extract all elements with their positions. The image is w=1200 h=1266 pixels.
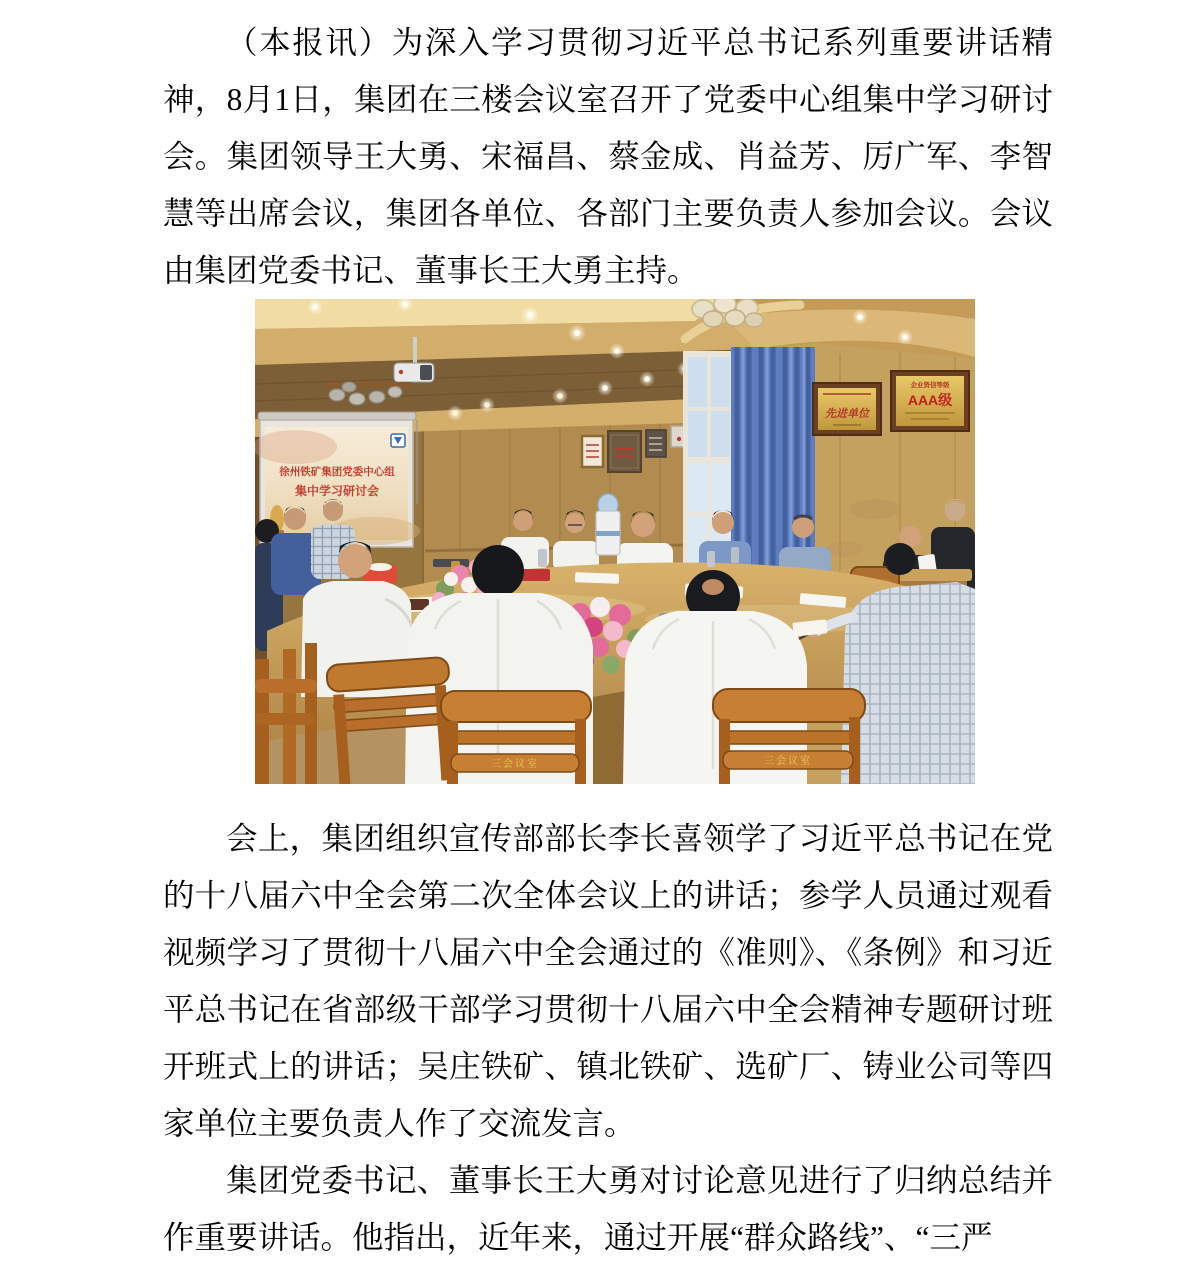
article-paragraph-1: （本报讯）为深入学习贯彻习近平总书记系列重要讲话精神，8月1日，集团在三楼会议室召开了党委中心组集中学习研讨会。集团领导王大勇、宋福昌、蔡金成、肖益芳、厉广军、李智慧等出席会议，集团各单位、各部门主要负责人参加会议。会议由集团党委书记、董事长王大勇主持。: [163, 25, 1053, 288]
plaque-advanced-unit-text: 先进单位: [825, 408, 869, 420]
chair-back-center: [441, 691, 591, 784]
plaque-aaa-title: 企业资信等级: [910, 382, 950, 389]
award-plaque-advanced-unit: [813, 383, 881, 435]
chair-label-center: 三会议室: [491, 759, 539, 770]
slide-logo: [391, 434, 405, 447]
article-paragraph-2: 会上，集团组织宣传部部长李长喜领学了习近平总书记在党的十八届六中全会第二次全体会议上的讲话；参学人员通过观看视频学习了贯彻十八届六中全会通过的《准则》、《条例》和习近平总书记在省部级干部学习贯彻十八届六中全会精神专题研讨班开班式上的讲话；吴庄铁矿、镇北铁矿、选矿厂、铸业公司等四家单位主要负责人作了交流发言。: [163, 821, 1053, 1141]
article-paragraph-3: 集团党委书记、董事长王大勇对讨论意见进行了归纳总结并作重要讲话。他指出，近年来，通过开展“群众路线”、“三严: [163, 1163, 1053, 1255]
slide-title-line2: 集中学习研讨会: [294, 484, 380, 498]
slide-title-line1: 徐州铁矿集团党委中心组: [279, 466, 395, 478]
chair-label-right: 三会议室: [764, 756, 812, 767]
window: [683, 351, 735, 573]
plaque-aaa-grade: AAA级: [907, 392, 953, 408]
water-dispenser: [596, 494, 620, 555]
meeting-photo: [255, 299, 975, 784]
chair-back-right: [713, 689, 865, 784]
chair-back-far-left: [255, 643, 317, 784]
article-body: [163, 0, 1053, 1266]
award-plaque-aaa: [891, 371, 969, 431]
